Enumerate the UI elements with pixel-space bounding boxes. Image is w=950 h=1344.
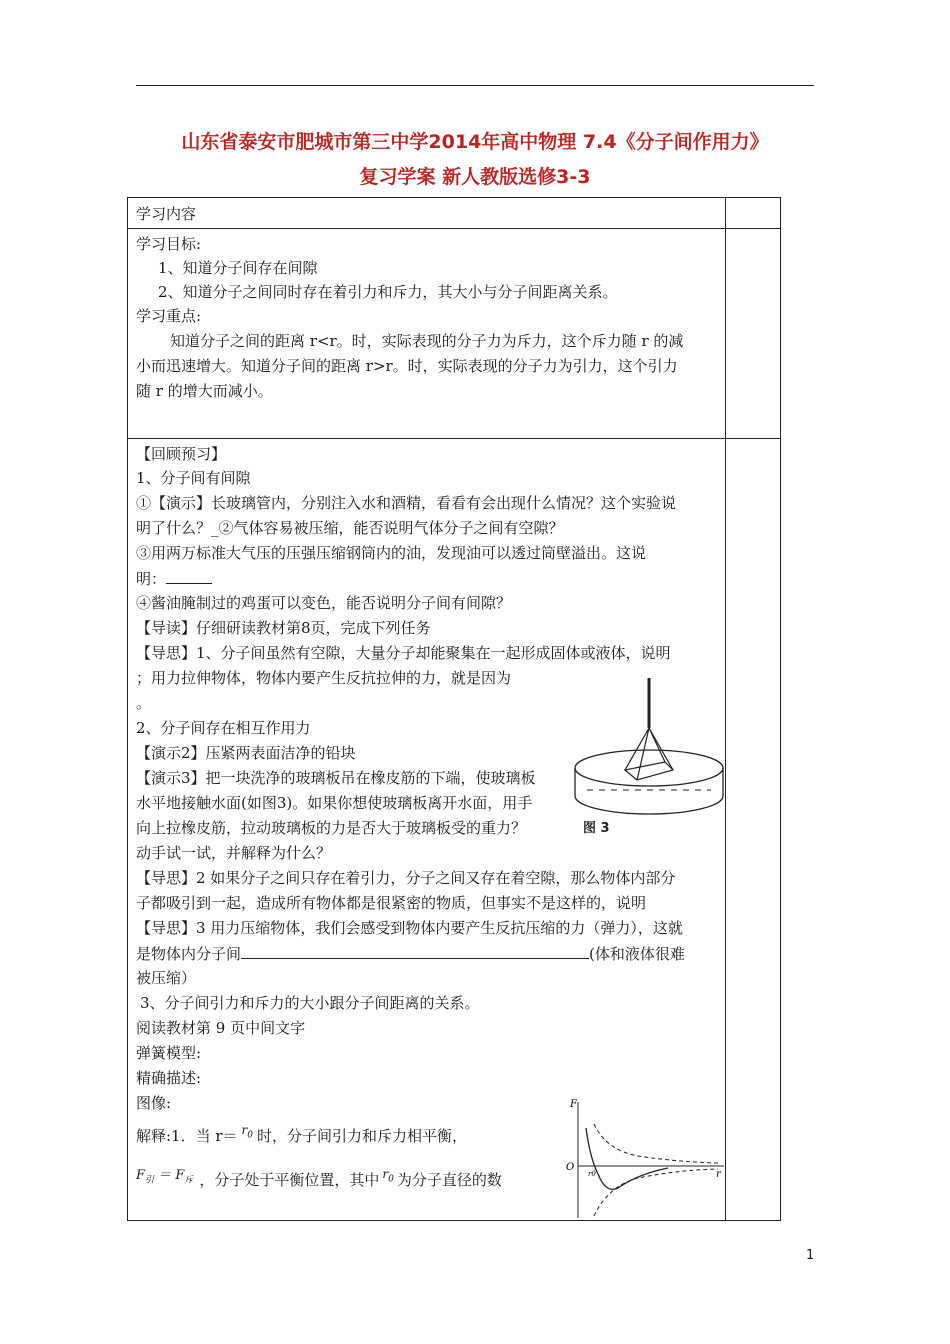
guide-think: 。 — [136, 694, 152, 712]
row-divider — [128, 228, 780, 229]
subscript: 0 — [247, 1130, 254, 1141]
subscript: 0 — [388, 1174, 394, 1185]
string-line — [625, 728, 649, 770]
question-text: ①【演示】长玻璃管内，分别注入水和酒精，看看有会出现什么情况？这个实验说 — [136, 494, 677, 512]
explain-text-part: ，分子处于平衡位置，其中 — [199, 1171, 380, 1189]
goal-item: 2、知道分子之间同时存在着引力和斥力，其大小与分子间距离关系。 — [158, 283, 618, 301]
origin-label: O — [566, 1162, 575, 1173]
guide-think: ；用力拉伸物体，物体内要产生反抗拉伸的力，就是因为 — [136, 669, 512, 687]
question-text: 明了什么？_②气体容易被压缩，能否说明气体分子之间有空隙？ — [136, 519, 564, 537]
goals-heading: 学习目标: — [136, 235, 202, 253]
figure-3-illustration — [573, 678, 723, 838]
answer-blank — [241, 943, 589, 959]
subscript: 引 — [145, 1175, 155, 1186]
guide-think: 【导思】1、分子间虽然有空隙，大量分子却能聚集在一起形成固体或液体，说明 — [136, 644, 671, 662]
string-line — [649, 728, 665, 762]
water-dish-top — [575, 750, 723, 786]
force-distance-graph — [568, 1098, 728, 1222]
x-axis-label: r — [716, 1169, 721, 1180]
key-point-text: 小而迅速增大。知道分子间的距离 r>r。时，实际表现的分子力为引力，这个引力 — [136, 357, 678, 375]
r-symbol: r — [241, 1123, 248, 1137]
header-cell: 学习内容 — [136, 205, 197, 223]
f-symbol: F — [136, 1168, 146, 1183]
answer-blank — [166, 568, 212, 584]
y-axis-label: F — [570, 1099, 577, 1110]
demo-text: 【演示3】把一块洗净的玻璃板吊在橡皮筋的下端，使玻璃板 — [136, 769, 536, 787]
water-dish-body — [575, 768, 723, 814]
think-prefix: 是物体内分子间 — [136, 945, 242, 963]
demo-text: 【演示2】压紧两表面洁净的铅块 — [136, 744, 356, 762]
formula-f-yin: $F_引 = F_斥$ — [136, 1168, 194, 1186]
glass-plate — [625, 762, 673, 780]
guide-think: 【导思】3 用力压缩物体，我们会感受到物体内要产生反抗压缩的力（弹力），这就 — [136, 919, 683, 937]
explain-suffix: 时，分子间引力和斥力相平衡， — [257, 1127, 468, 1145]
prompt-label: 精确描述: — [136, 1069, 202, 1087]
string-line — [637, 728, 649, 780]
review-heading: 【回顾预习】 — [136, 445, 227, 463]
key-point-text: 知道分子之间的距离 r<r。时，实际表现的分子力为斥力，这个斥力随 r 的减 — [170, 332, 684, 350]
reading-note: 阅读教材第 9 页中间文字 — [136, 1019, 306, 1037]
page-number: 1 — [806, 1248, 815, 1263]
r0-symbol — [382, 1167, 394, 1185]
guide-think — [136, 943, 685, 964]
row-divider — [128, 438, 780, 439]
guide-think: 被压缩） — [136, 969, 197, 987]
top-rule — [136, 85, 814, 86]
question-text — [136, 568, 212, 589]
repulsion-curve — [594, 1124, 718, 1163]
demo-text: 动手试一试，并解释为什么？ — [136, 844, 332, 862]
r0-label: r0 — [588, 1170, 596, 1178]
attraction-curve — [594, 1169, 718, 1216]
figure-3-caption: 图 3 — [583, 821, 610, 836]
section-heading: 1、分子间有间隙 — [136, 469, 251, 487]
guide-think: 【导思】2 如果分子之间只存在着引力，分子之间又存在着空隙，那么物体内部分 — [136, 869, 676, 887]
demo-text: 水平地接触水面(如图3)。如果你想使玻璃板离开水面，用手 — [136, 794, 533, 812]
demo-text: 向上拉橡皮筋，拉动玻璃板的力是否大于玻璃板受的重力？ — [136, 819, 527, 837]
subscript: 斥 — [184, 1175, 194, 1186]
study-table — [127, 197, 781, 1221]
net-force-curve — [586, 1128, 668, 1189]
prompt-label: 弹簧模型: — [136, 1044, 202, 1062]
r0-symbol — [241, 1123, 254, 1141]
question-text: ③用两万标准大气压的压强压缩钢筒内的油，发现油可以透过筒壁溢出。这说 — [136, 544, 647, 562]
goal-item: 1、知道分子间存在间隙 — [158, 259, 318, 277]
question-text: ④酱油腌制过的鸡蛋可以变色，能否说明分子间有间隙？ — [136, 594, 512, 612]
explain-text-part: 为分子直径的数 — [396, 1171, 502, 1189]
document-title-line2: 复习学案 新人教版选修3-3 — [359, 166, 591, 188]
section-heading: 2、分子间存在相互作用力 — [136, 719, 311, 737]
explain-text — [136, 1167, 502, 1197]
question-prefix: 明： — [136, 570, 167, 588]
guide-think: 子都吸引到一起，造成所有物体都是很紧密的物质，但事实不是这样的，说明 — [136, 894, 647, 912]
prompt-label: 图像: — [136, 1094, 172, 1112]
explain-text — [136, 1123, 468, 1152]
guide-read: 【导读】仔细研读教材第8页，完成下列任务 — [136, 619, 431, 637]
think-suffix: (体和液体很难 — [589, 945, 685, 963]
section-heading: 3、分子间引力和斥力的大小跟分子间距离的关系。 — [140, 994, 480, 1012]
key-point-text: 随 r 的增大而减小。 — [136, 382, 273, 400]
key-points-heading: 学习重点: — [136, 307, 202, 325]
explain-prefix: 解释:1．当 r＝ — [136, 1127, 238, 1145]
r-symbol: r — [382, 1167, 389, 1181]
column-divider — [725, 198, 726, 1220]
document-title-line1: 山东省泰安市肥城市第三中学2014年高中物理 7.4《分子间作用力》 — [181, 131, 769, 153]
f-symbol: F — [175, 1168, 185, 1183]
